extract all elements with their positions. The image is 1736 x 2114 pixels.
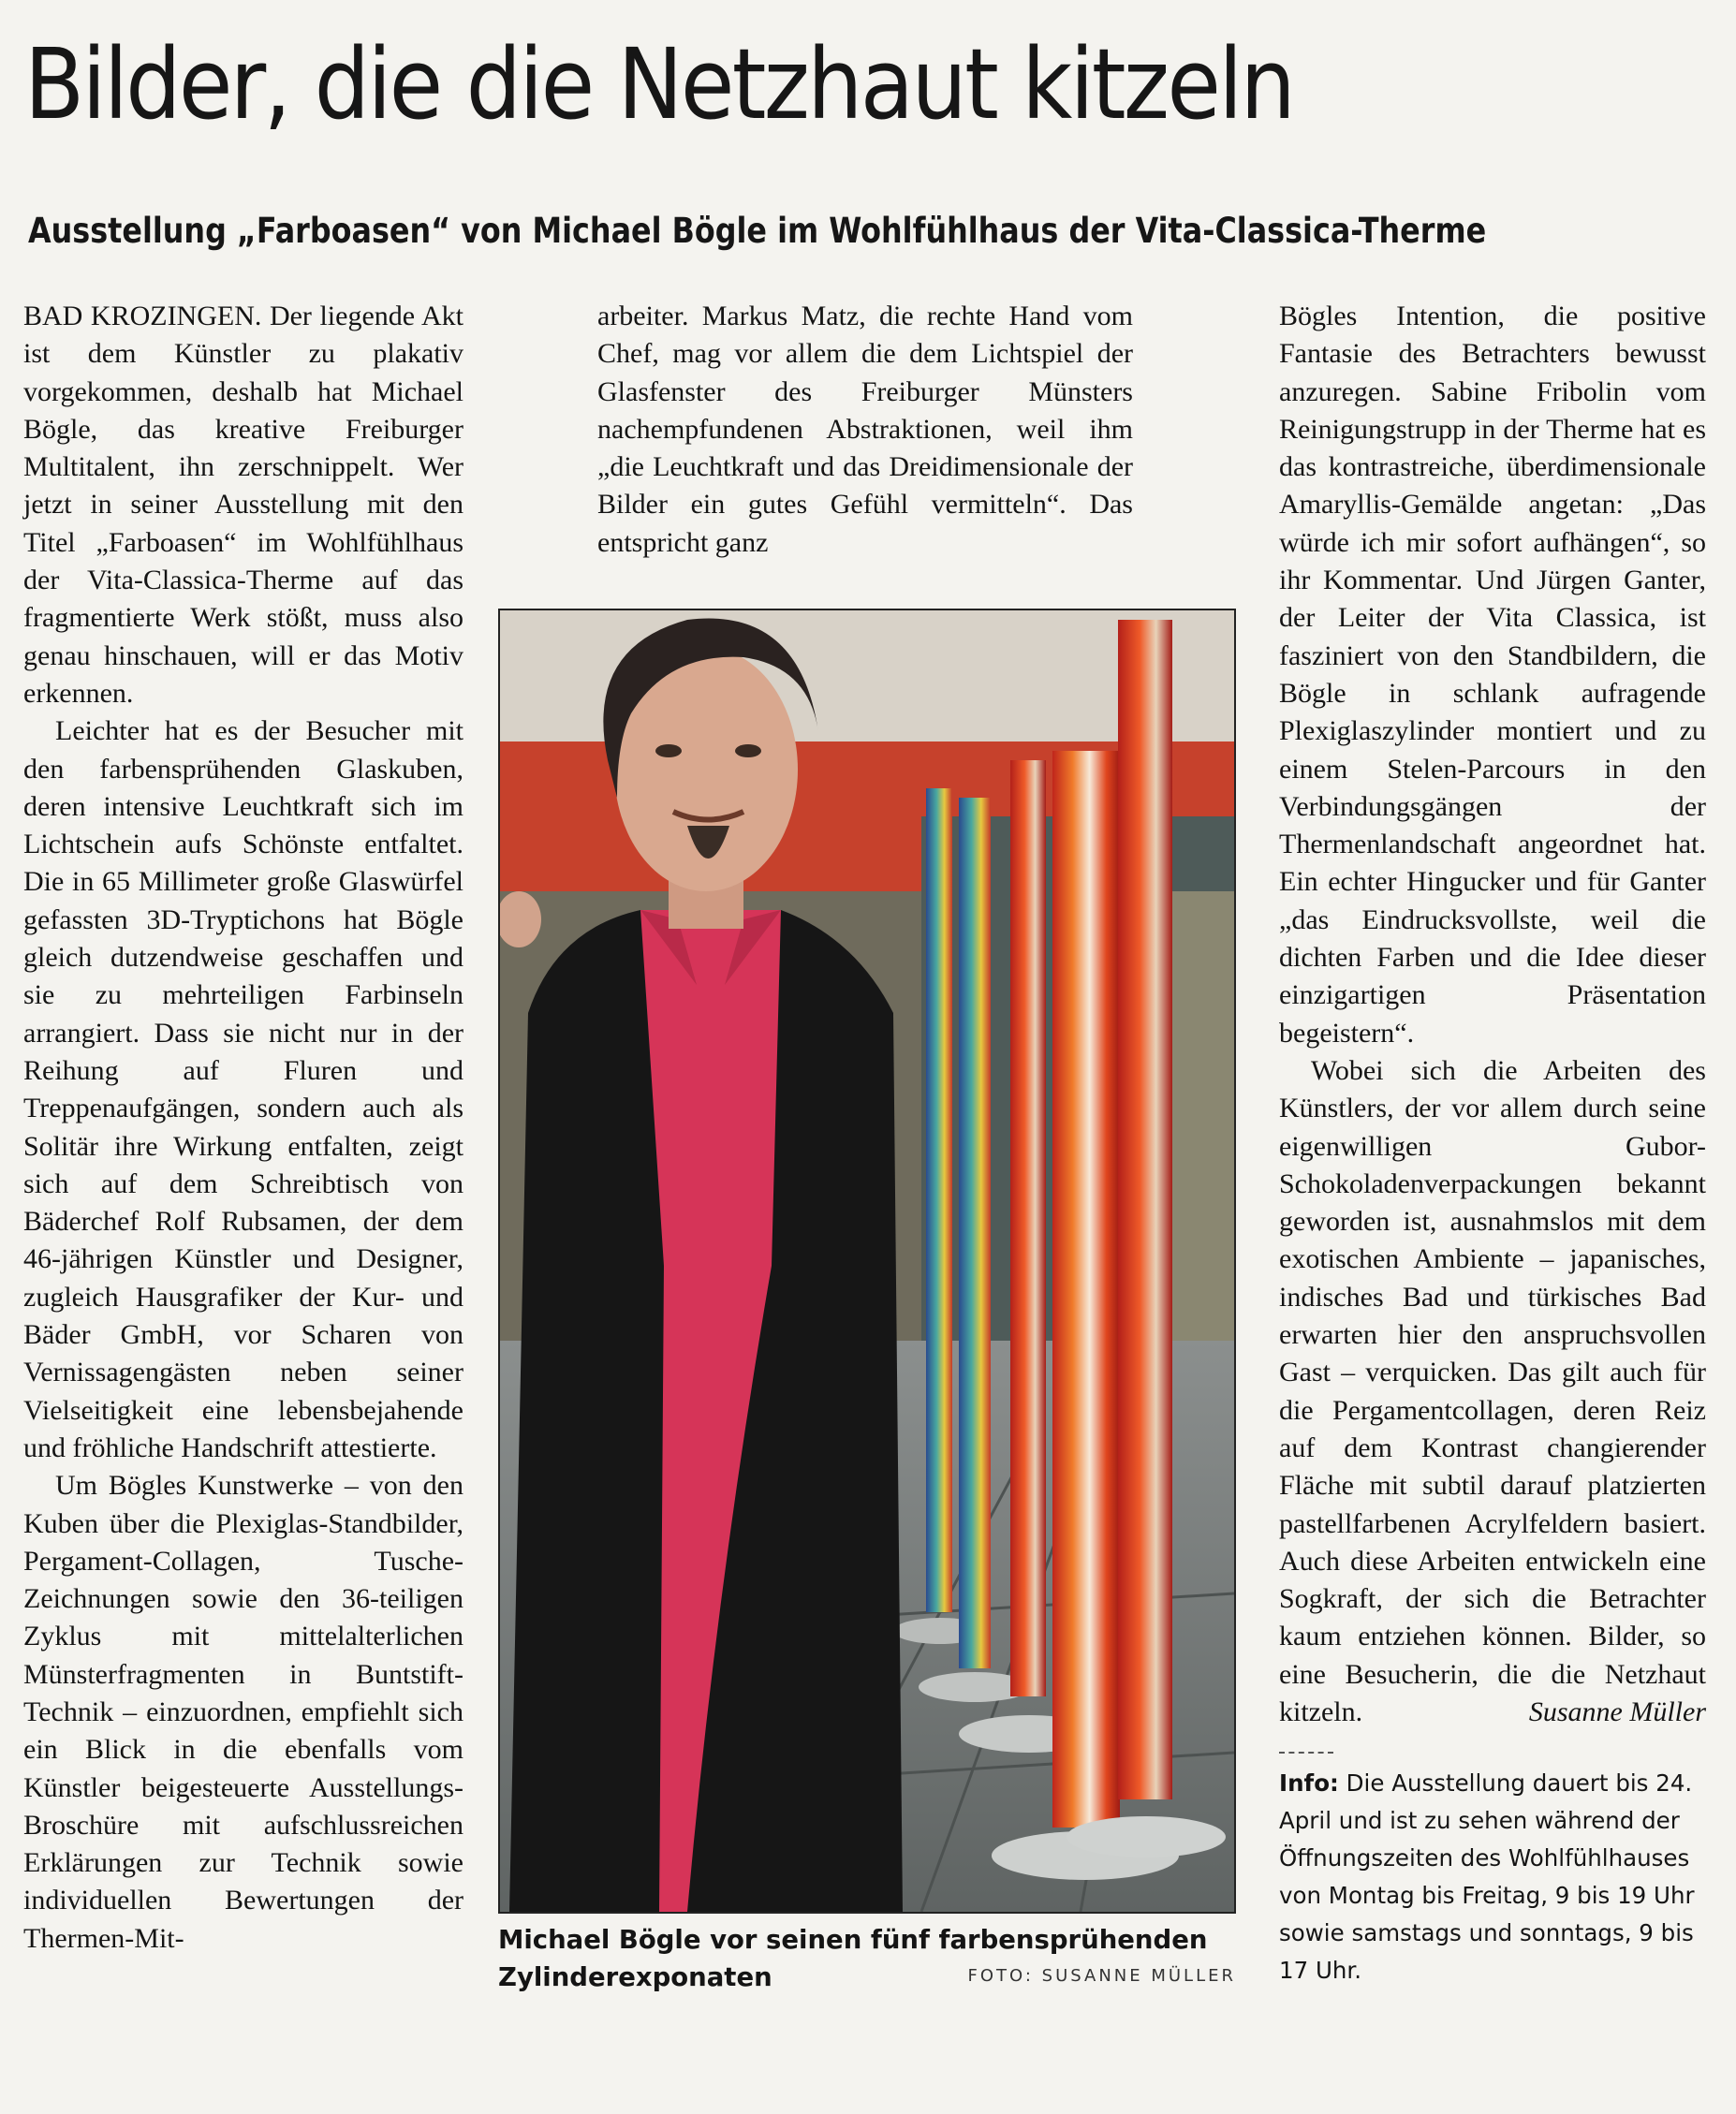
author-byline: Susanne Müller [1528, 1696, 1706, 1727]
info-divider [1279, 1752, 1333, 1754]
photo-illustration [500, 610, 1234, 1912]
paragraph-artworks: Um Bögles Kunstwerke – von den Kuben über die Plexiglas-Standbilder, Pergament-Collagen, Tusche-Zeichnungen sowie den 36-teiligen Zyklus mit mittelalterlichen Münsterfragmenten in Buntstift-Technik – einzuordnen, empfiehlt sich ein Blick in die ebenfalls vom Künstler beigesteuerte Ausstellungs-Broschüre mit aufschlussreichen Erklärungen zur Technik sowie individuellen Bewertungen der Thermen-Mit- [23, 1470, 463, 1954]
paragraph-intention: Bögles Intention, die positive Fantasie des Betrachters bewusst anzuregen. Sabine Fribolin vom Reinigungstrupp in der Therme hat es das kontrastreiche, überdimensionale Amaryllis-Gemälde angetan: „Das würde ich mir sofort aufhängen“, so ihr Kommentar. Und Jürgen Ganter, der Leiter der Vita Classica, ist fasziniert von den Standbildern, die Bögle in schlank aufragende Plexiglaszylinder montiert und zu einem Stelen-Parcours in den Verbindungsgängen der Thermenlandschaft angeordnet hat. Ein echter Hingucker und für Ganter „das Eindrucksvollste, weil die dichten Farben und die Idee dieser einzigartigen Präsentation begeistern“. [1279, 301, 1706, 1049]
article-column-2 [597, 298, 1133, 562]
subheadline: Ausstellung „Farboasen“ von Michael Bögle im Wohlfühlhaus der Vita-Classica-Therme [28, 211, 1487, 251]
article-column-3 [1170, 298, 1706, 2114]
info-label: Info: [1279, 1769, 1339, 1798]
paragraph-markus-matz: arbeiter. Markus Matz, die rechte Hand vom Chef, mag vor allem die dem Lichtspiel der Glasfenster des Freiburger Münsters nachempfundenen Abstraktionen, weil ihm „die Leuchtkraft und das Dreidimensionale der Bilder ein gutes Gefühl vermitteln“. Das entspricht ganz [597, 301, 1133, 558]
photo-michael-boegle [498, 609, 1236, 1914]
info-text: Die Ausstellung dauert bis 24. April und ist zu sehen während der Öffnungszeiten des Wohlfühlhauses von Montag bis Freitag, 9 bis 19 Uhr sowie samstags und sonntags, 9 bis 17 Uhr. [1279, 1769, 1695, 1985]
paragraph-glass-cubes: Leichter hat es der Besucher mit den farbensprühenden Glaskuben, deren intensive Leuchtkraft sich im Lichtschein aufs Schönste entfaltet. Die in 65 Millimeter große Glaswürfel gefassten 3D-Tryptichons hat Bögle gleich dutzendweise geschaffen und sie zu mehrteiligen Farbinseln arrangiert. Dass sie nicht nur in der Reihung auf Fluren und Treppenaufgängen, sondern auch als Solitär ihre Wirkung entfalten, zeigt sich auf dem Schreibtisch von Bäderchef Rolf Rubsamen, der dem 46-jährigen Künstler und Designer, zugleich Hausgrafiker der Kur- und Bäder GmbH, vor Scharen von Vernissagengästen neben seiner Vielseitigkeit eine lebensbejahende und fröhliche Handschrift attestierte. [23, 715, 463, 1463]
photo-caption: Michael Bögle vor seinen fünf farbensprühenden Zylinderexponaten [498, 1925, 1208, 1992]
article-column-1 [23, 298, 463, 1958]
photo-caption-block [498, 1921, 1238, 1996]
paragraph-intro: BAD KROZINGEN. Der liegende Akt ist dem Künstler zu plakativ vorgekommen, deshalb hat Michael Bögle, das kreative Freiburger Multitalent, ihn zerschnippelt. Wer jetzt in seiner Ausstellung mit den Titel „Farboasen“ im Wohlfühlhaus der Vita-Classica-Therme auf das fragmentierte Werk stößt, muss also genau hinschauen, will er das Motiv erkennen. [23, 301, 463, 709]
paragraph-exotic-ambience-text: Wobei sich die Arbeiten des Künstlers, der vor allem durch seine eigenwilligen Gubor-Schokoladenverpackungen bekannt geworden ist, ausnahmslos mit dem exotischen Ambiente – japanisches, indisches Bad und türkisches Bad erwarten hier den anspruchsvollen Gast – verquicken. Das gilt auch für die Pergamentcollagen, deren Reiz auf dem Kontrast changierender Fläche mit subtil darauf platzierten pastellfarbenen Acrylfeldern basiert. Auch diese Arbeiten entwickeln eine Sogkraft, der sich die Betrachter kaum entziehen können. Bilder, so eine Besucherin, die die Netzhaut kitzeln. [1279, 1054, 1706, 1727]
headline: Bilder, die die Netzhaut kitzeln [24, 27, 1294, 141]
photo-credit: FOTO: SUSANNE MÜLLER [967, 1966, 1236, 1986]
